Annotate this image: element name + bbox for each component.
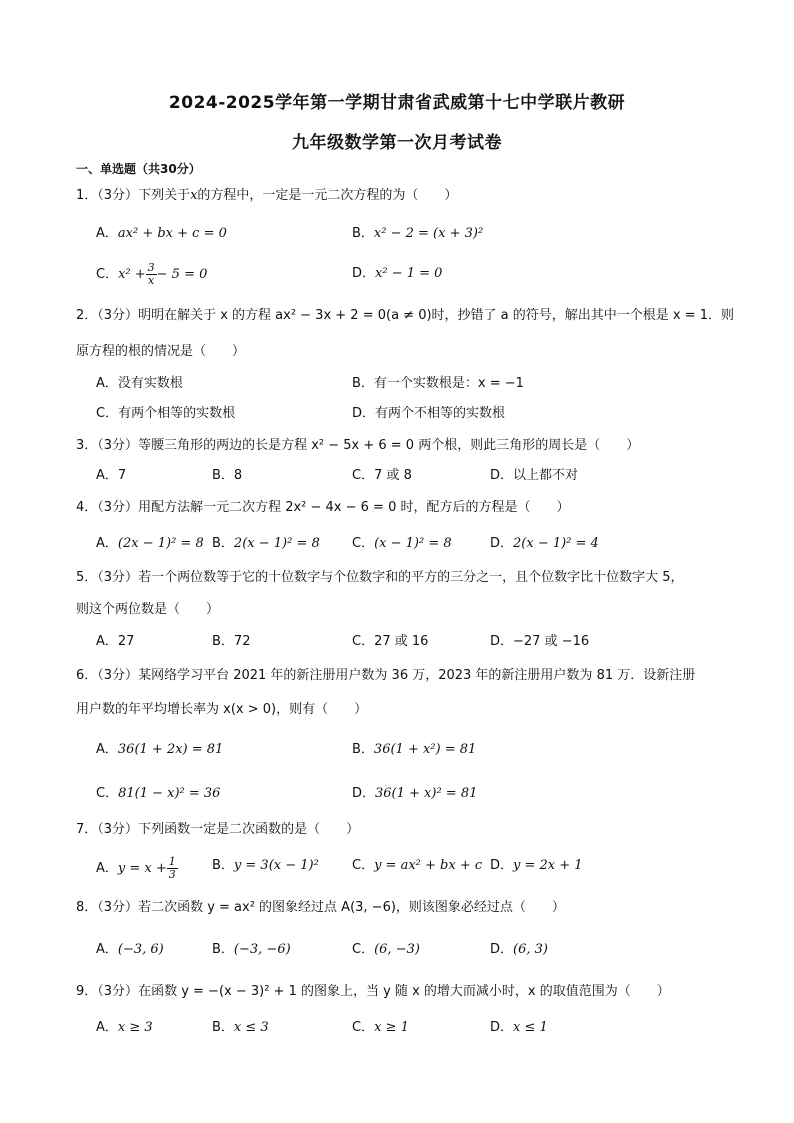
q7-option-d[interactable]: D．y = 2x + 1 — [490, 858, 583, 873]
q3-option-d[interactable]: D．以上都不对 — [490, 468, 579, 483]
q2-option-a[interactable]: A．没有实数根 — [96, 376, 183, 391]
q9-option-b[interactable]: B．x ≤ 3 — [212, 1020, 269, 1035]
q2-option-b[interactable]: B．有一个实数根是：x = −1 — [352, 376, 524, 391]
section-heading: 一、单选题（共30分） — [76, 162, 201, 176]
q6-option-c[interactable]: C．81(1 − x)² = 36 — [96, 786, 221, 801]
q6-option-d[interactable]: D．36(1 + x)² = 81 — [352, 786, 478, 801]
q8-option-d[interactable]: D．(6, 3) — [490, 942, 548, 957]
question-6-line2: 用户数的年平均增长率为 x(x > 0)，则有（ ） — [76, 702, 368, 717]
q8-option-c[interactable]: C．(6, −3) — [352, 942, 420, 957]
question-stem-end: 的方程中，一定是一元二次方程的为（ ） — [197, 188, 458, 203]
q2-option-d[interactable]: D．有两个不相等的实数根 — [352, 406, 506, 421]
q8-option-b[interactable]: B．(−3, −6) — [212, 942, 291, 957]
question-variable: x — [190, 188, 198, 203]
question-2: 2．（3分）明明在解关于 x 的方程 ax² − 3x + 2 = 0(a ≠ 0)时，抄错了 a 的符号，解出其中一个根是 x = 1．则 — [76, 308, 735, 323]
q4-option-a[interactable]: A．(2x − 1)² = 8 — [96, 536, 204, 551]
q7-option-a[interactable]: A．y = x + $\frac{1}{3}$ — [96, 855, 176, 881]
question-number: 1． — [76, 188, 98, 203]
question-7: 7．（3分）下列函数一定是二次函数的是（ ） — [76, 822, 360, 837]
question-stem: 明明在解关于 x 的方程 ax² − 3x + 2 = 0(a ≠ 0)时，抄错了 a 的符号，解出其中一个根是 x = 1．则 — [138, 308, 735, 323]
question-4: 4．（3分）用配方法解一元二次方程 2x² − 4x − 6 = 0 时，配方后的方程是（ ） — [76, 500, 570, 515]
q9-option-a[interactable]: A．x ≥ 3 — [96, 1020, 153, 1035]
q1-option-a[interactable]: A．ax² + bx + c = 0 — [96, 226, 227, 241]
question-1 — [76, 186, 726, 206]
question-6: 6．（3分）某网络学习平台 2021 年的新注册用户数为 36 万，2023 年的新注册用户数为 81 万．设新注册 — [76, 668, 696, 683]
question-stem: 下列关于 — [138, 188, 191, 203]
q1-option-c[interactable]: C．x² + $\frac{3}{x}$ − 5 = 0 — [96, 261, 208, 287]
exam-title-line2: 九年级数学第一次月考试卷 — [292, 133, 502, 153]
question-5: 5．（3分）若一个两位数等于它的十位数字与个位数字和的平方的三分之一，且个位数字比十位数字大 5， — [76, 570, 684, 585]
q3-option-b[interactable]: B．8 — [212, 468, 243, 483]
q4-option-d[interactable]: D．2(x − 1)² = 4 — [490, 536, 599, 551]
q6-option-a[interactable]: A．36(1 + 2x) = 81 — [96, 742, 224, 757]
q5-option-a[interactable]: A．27 — [96, 634, 135, 649]
q9-option-d[interactable]: D．x ≤ 1 — [490, 1020, 548, 1035]
q2-option-c[interactable]: C．有两个相等的实数根 — [96, 406, 236, 421]
q9-option-c[interactable]: C．x ≥ 1 — [352, 1020, 409, 1035]
q3-option-a[interactable]: A．7 — [96, 468, 127, 483]
question-8: 8．（3分）若二次函数 y = ax² 的图象经过点 A(3, −6)，则该图象必经过点（ ） — [76, 900, 565, 915]
question-9: 9．（3分）在函数 y = −(x − 3)² + 1 的图象上，当 y 随 x 的增大而减小时，x 的取值范围为（ ） — [76, 984, 670, 999]
q1-option-b[interactable]: B．x² − 2 = (x + 3)² — [352, 226, 484, 241]
q7-option-c[interactable]: C．y = ax² + bx + c — [352, 858, 483, 873]
q8-option-a[interactable]: A．(−3, 6) — [96, 942, 164, 957]
question-2-line2: 原方程的根的情况是（ ） — [76, 344, 246, 359]
question-3: 3．（3分）等腰三角形的两边的长是方程 x² − 5x + 6 = 0 两个根，则此三角形的周长是（ ） — [76, 438, 640, 453]
q5-option-c[interactable]: C．27 或 16 — [352, 634, 429, 649]
q3-option-c[interactable]: C．7 或 8 — [352, 468, 412, 483]
q6-option-b[interactable]: B．36(1 + x²) = 81 — [352, 742, 477, 757]
question-5-line2: 则这个两位数是（ ） — [76, 602, 220, 617]
question-score: （3分） — [97, 188, 139, 203]
q1-option-d[interactable]: D．x² − 1 = 0 — [352, 266, 443, 281]
fraction: $\frac{1}{3}$ — [168, 855, 176, 881]
q4-option-c[interactable]: C．(x − 1)² = 8 — [352, 536, 452, 551]
fraction: $\frac{3}{x}$ — [147, 261, 155, 287]
exam-title-line1: 2024-2025学年第一学期甘肃省武威第十七中学联片教研 — [168, 93, 626, 113]
q5-option-b[interactable]: B．72 — [212, 634, 251, 649]
q5-option-d[interactable]: D．−27 或 −16 — [490, 634, 590, 649]
q4-option-b[interactable]: B．2(x − 1)² = 8 — [212, 536, 320, 551]
q7-option-b[interactable]: B．y = 3(x − 1)² — [212, 858, 319, 873]
